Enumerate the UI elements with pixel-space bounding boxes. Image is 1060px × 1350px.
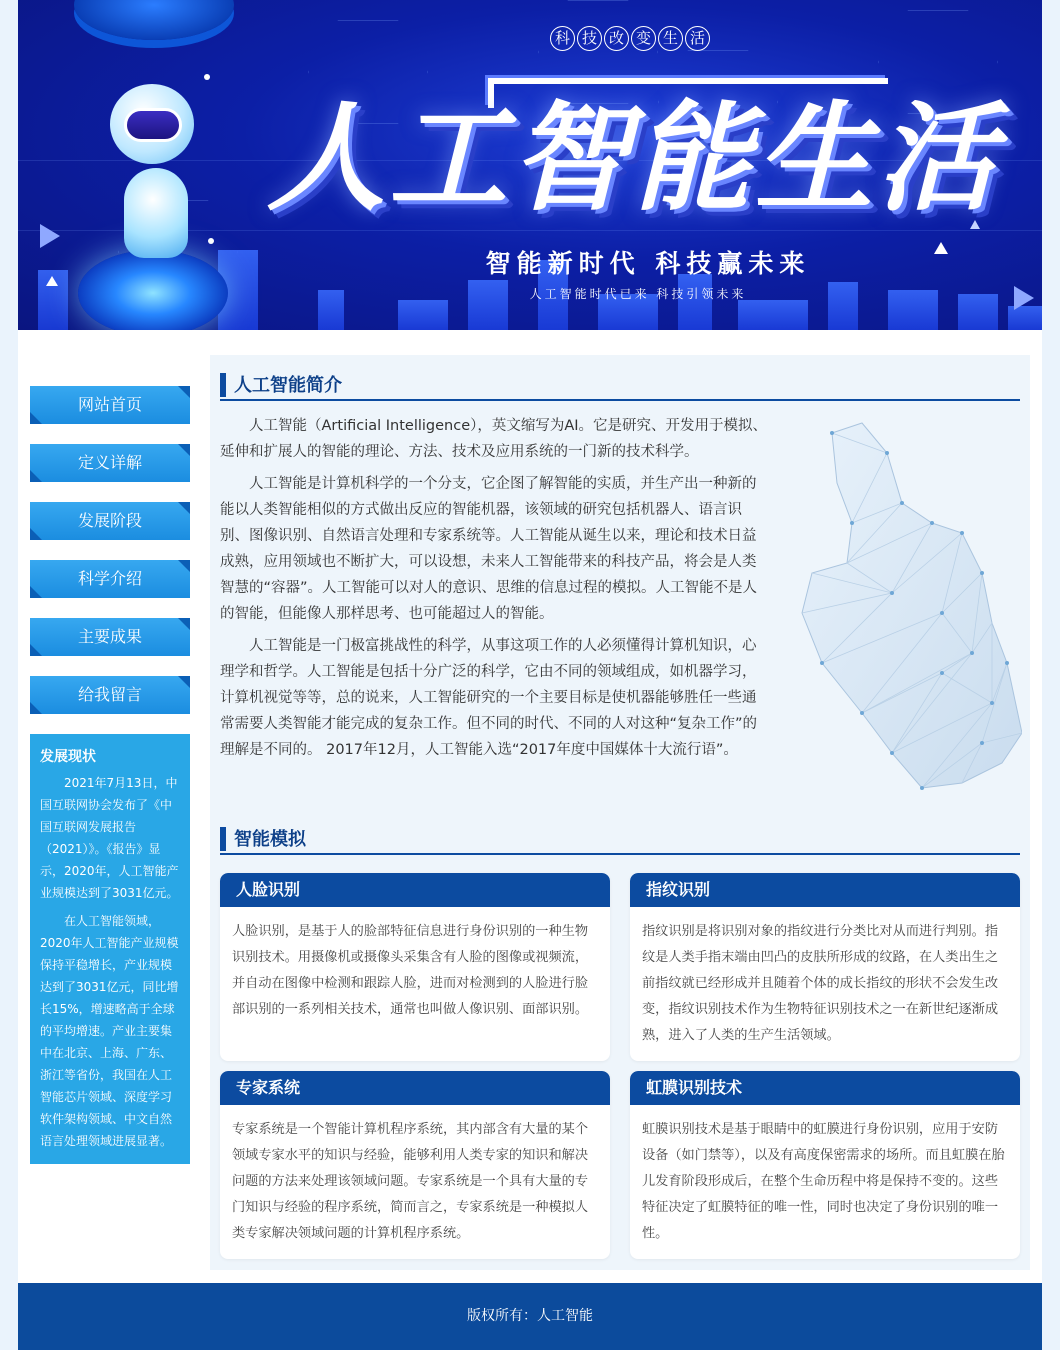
triangle-icon [40,224,60,248]
tagline-circles [550,26,710,51]
triangle-icon [934,242,948,254]
card-fingerprint-recognition [630,873,1020,1061]
heading-bar [220,827,226,851]
nav-item-achievements[interactable]: 主要成果 [30,618,190,656]
section-title: 人工智能简介 [234,375,342,396]
nav-item-stages[interactable]: 发展阶段 [30,502,190,540]
status-panel [30,734,190,1164]
heading-bar [220,373,226,397]
tagline-char: 技 [577,26,602,51]
page [18,0,1042,1350]
card-text: 指纹识别是将识别对象的指纹进行分类比对从而进行判别。指纹是人类手指末端由凹凸的皮肤所形成的纹路，在人类出生之前指纹就已经形成并且随着个体的成长指纹的形状不会发生改变，指纹识别技术作为生物特征识别技术之一在新世纪逐渐成熟，进入了人类的生产生活领域。 [642,924,999,1043]
status-paragraph: 在人工智能领域，2020年人工智能产业规模保持平稳增长，产业规模达到了3031亿元，同比增长15%，增速略高于全球的平均增速。产业主要集中在北京、上海、广东、浙江等省份，我国在人工智能芯片领域、深度学习软件架构领域、中文自然语言处理领域进展显著。 [40,914,179,1148]
card-face-recognition [220,873,610,1061]
intro-paragraph: 人工智能是计算机科学的一个分支，它企图了解智能的实质，并生产出一种新的能以人类智能相似的方式做出反应的智能机器，该领域的研究包括机器人、语言识别、图像识别、自然语言处理和专家系统等。人工智能从诞生以来，理论和技术日益成熟，应用领域也不断扩大，可以设想，未来人工智能带来的科技产品，将会是人类智慧的“容器”。人工智能可以对人的意识、思维的信息过程的模拟。人工智能不是人的智能，但能像人那样思考、也可能超过人的智能。 [220,476,758,622]
card-text: 虹膜识别技术是基于眼睛中的虹膜进行身份识别，应用于安防设备（如门禁等），以及有高度保密需求的场所。而且虹膜在胎儿发育阶段形成后，在整个生命历程中将是保持不变的。这些特征决定了虹膜特征的唯一性，同时也决定了身份识别的唯一性。 [642,1122,1005,1241]
nav-item-home[interactable]: 网站首页 [30,386,190,424]
triangle-icon [1014,286,1034,310]
nav-item-definition[interactable]: 定义详解 [30,444,190,482]
robot-illustration [68,0,268,330]
card-expert-system [220,1071,610,1259]
robot-visor [124,108,182,142]
status-paragraph: 2021年7月13日，中国互联网协会发布了《中国互联网发展报告（2021）》。《报告》显示，2020年，人工智能产业规模达到了3031亿元。 [40,776,179,900]
card-iris-recognition [630,1071,1020,1259]
tagline-char: 变 [631,26,656,51]
intro-paragraph: 人工智能是一门极富挑战性的科学，从事这项工作的人必须懂得计算机知识，心理学和哲学。人工智能是包括十分广泛的科学，它由不同的领域组成，如机器学习，计算机视觉等等，总的说来，人工智能研究的一个主要目标是使机器能够胜任一些通常需要人类智能才能完成的复杂工作。但不同的时代、不同的人对这种“复杂工作”的理解是不同的。 2017年12月，人工智能入选“2017年度中国媒体十大流行语”。 [220,638,758,758]
card-title: 指纹识别 [630,873,1020,907]
main-content [210,355,1030,1270]
site-subtitle-small: 人工智能时代已来 科技引领未来 [529,287,747,301]
section-heading-simulation [220,823,1020,855]
polygon-hand-image [792,413,1022,793]
card-title: 专家系统 [220,1071,610,1105]
site-subtitle: 智能新时代 科技赢未来 [485,249,811,278]
card-text: 人脸识别，是基于人的脸部特征信息进行身份识别的一种生物识别技术。用摄像机或摄像头采集含有人脸的图像或视频流，并自动在图像中检测和跟踪人脸，进而对检测到的人脸进行脸部识别的一系列相关技术，通常也叫做人像识别、面部识别。 [232,924,589,1017]
pedestal-top [74,0,234,40]
copyright-text: 版权所有：人工智能 [467,1308,593,1324]
robot-body [124,168,188,258]
status-title: 发展现状 [40,749,96,765]
tagline-char: 改 [604,26,629,51]
card-title: 虹膜识别技术 [630,1071,1020,1105]
nav-item-message[interactable]: 给我留言 [30,676,190,714]
section-heading-intro [220,369,1020,401]
header-banner [18,0,1042,330]
nav-item-science[interactable]: 科学介绍 [30,560,190,598]
site-title: 人工智能生活 [266,89,999,227]
footer [18,1283,1042,1350]
section-title: 智能模拟 [234,829,306,850]
card-text: 专家系统是一个智能计算机程序系统，其内部含有大量的某个领域专家水平的知识与经验，能够利用人类专家的知识和解决问题的方法来处理该领域问题。专家系统是一个具有大量的专门知识与经验的程序系统，简而言之，专家系统是一种模拟人类专家解决领域问题的计算机程序系统。 [232,1122,589,1241]
sidebar-nav [30,386,190,734]
tagline-char: 活 [685,26,710,51]
intro-paragraph: 人工智能（Artificial Intelligence），英文缩写为AI。它是研究、开发用于模拟、延伸和扩展人的智能的理论、方法、技术及应用系统的一门新的技术科学。 [220,418,768,460]
tagline-char: 科 [550,26,575,51]
triangle-icon [46,276,58,286]
card-title: 人脸识别 [220,873,610,907]
intro-text [220,413,768,769]
robot-base [78,250,228,330]
tagline-char: 生 [658,26,683,51]
